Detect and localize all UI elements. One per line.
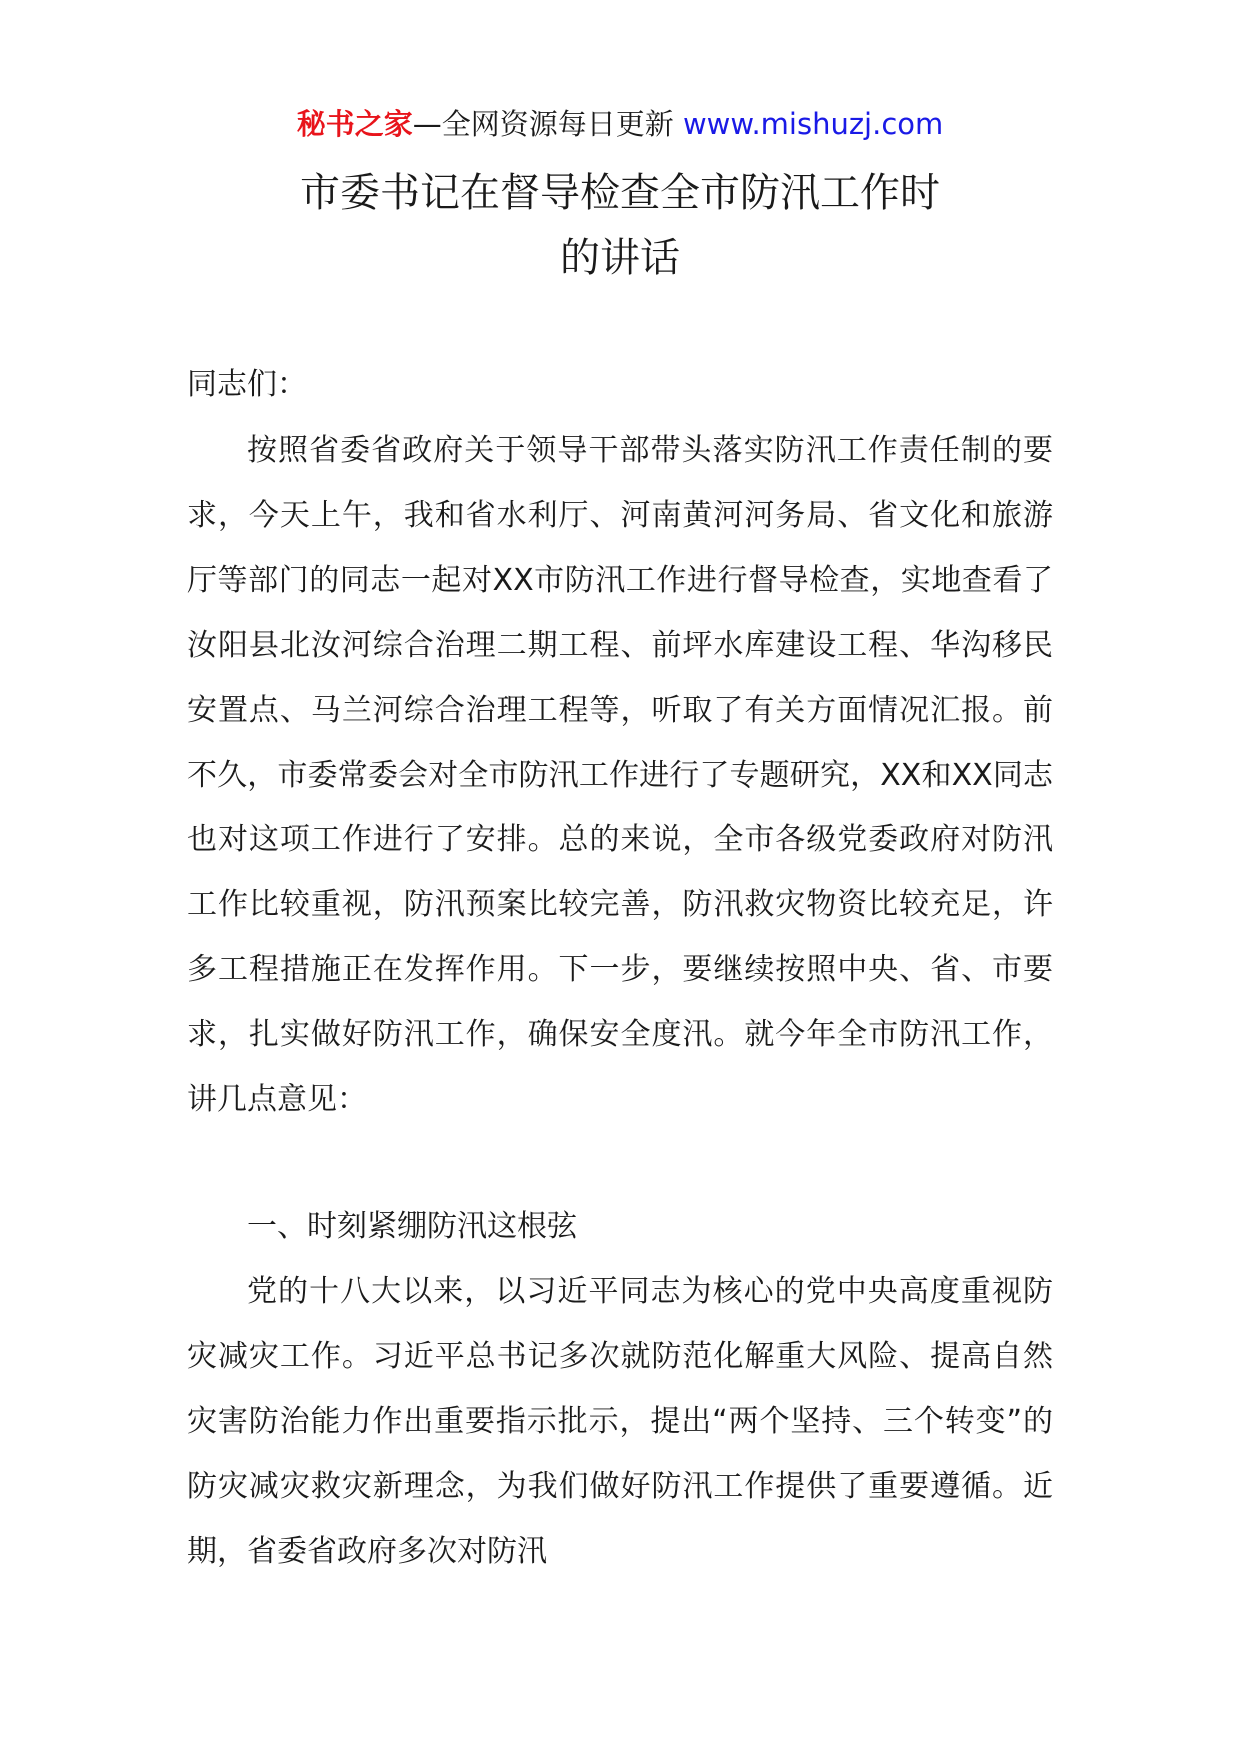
site-tagline: —全网资源每日更新 [412,107,683,141]
section-heading-1: 一、时刻紧绷防汛这根弦 [247,1209,577,1244]
site-banner [0,104,1240,144]
paragraph-1: 按照省委省政府关于领导干部带头落实防汛工作责任制的要求，今天上午，我和省水利厅、河南黄河河务局、省文化和旅游厅等部门的同志一起对XX市防汛工作进行督导检查，实地查看了汝阳县北汝河综合治理二期工程、前坪水库建设工程、华沟移民安置点、马兰河综合治理工程等，听取了有关方面情况汇报。前不久，市委常委会对全市防汛工作进行了专题研究，XX和XX同志也对这项工作进行了安排。总的来说，全市各级党委政府对防汛工作比较重视，防汛预案比较完善，防汛救灾物资比较充足，许多工程措施正在发挥作用。下一步，要继续按照中央、省、市要求，扎实做好防汛工作，确保安全度汛。就今年全市防汛工作，讲几点意见： [187,433,1053,1118]
paragraph-2: 党的十八大以来，以习近平同志为核心的党中央高度重视防灾减灾工作。习近平总书记多次就防范化解重大风险、提高自然灾害防治能力作出重要指示批示，提出“两个坚持、三个转变”的防灾减灾救灾新理念，为我们做好防汛工作提供了重要遵循。近期，省委省政府多次对防汛 [187,1274,1053,1569]
document-title-line1: 市委书记在督导检查全市防汛工作时 [300,170,940,216]
site-brand: 秘书之家 [296,107,413,141]
site-url-link[interactable]: www.mishuzj.com [682,107,944,141]
document-title-line2: 的讲话 [560,235,680,281]
salutation: 同志们： [187,367,307,402]
